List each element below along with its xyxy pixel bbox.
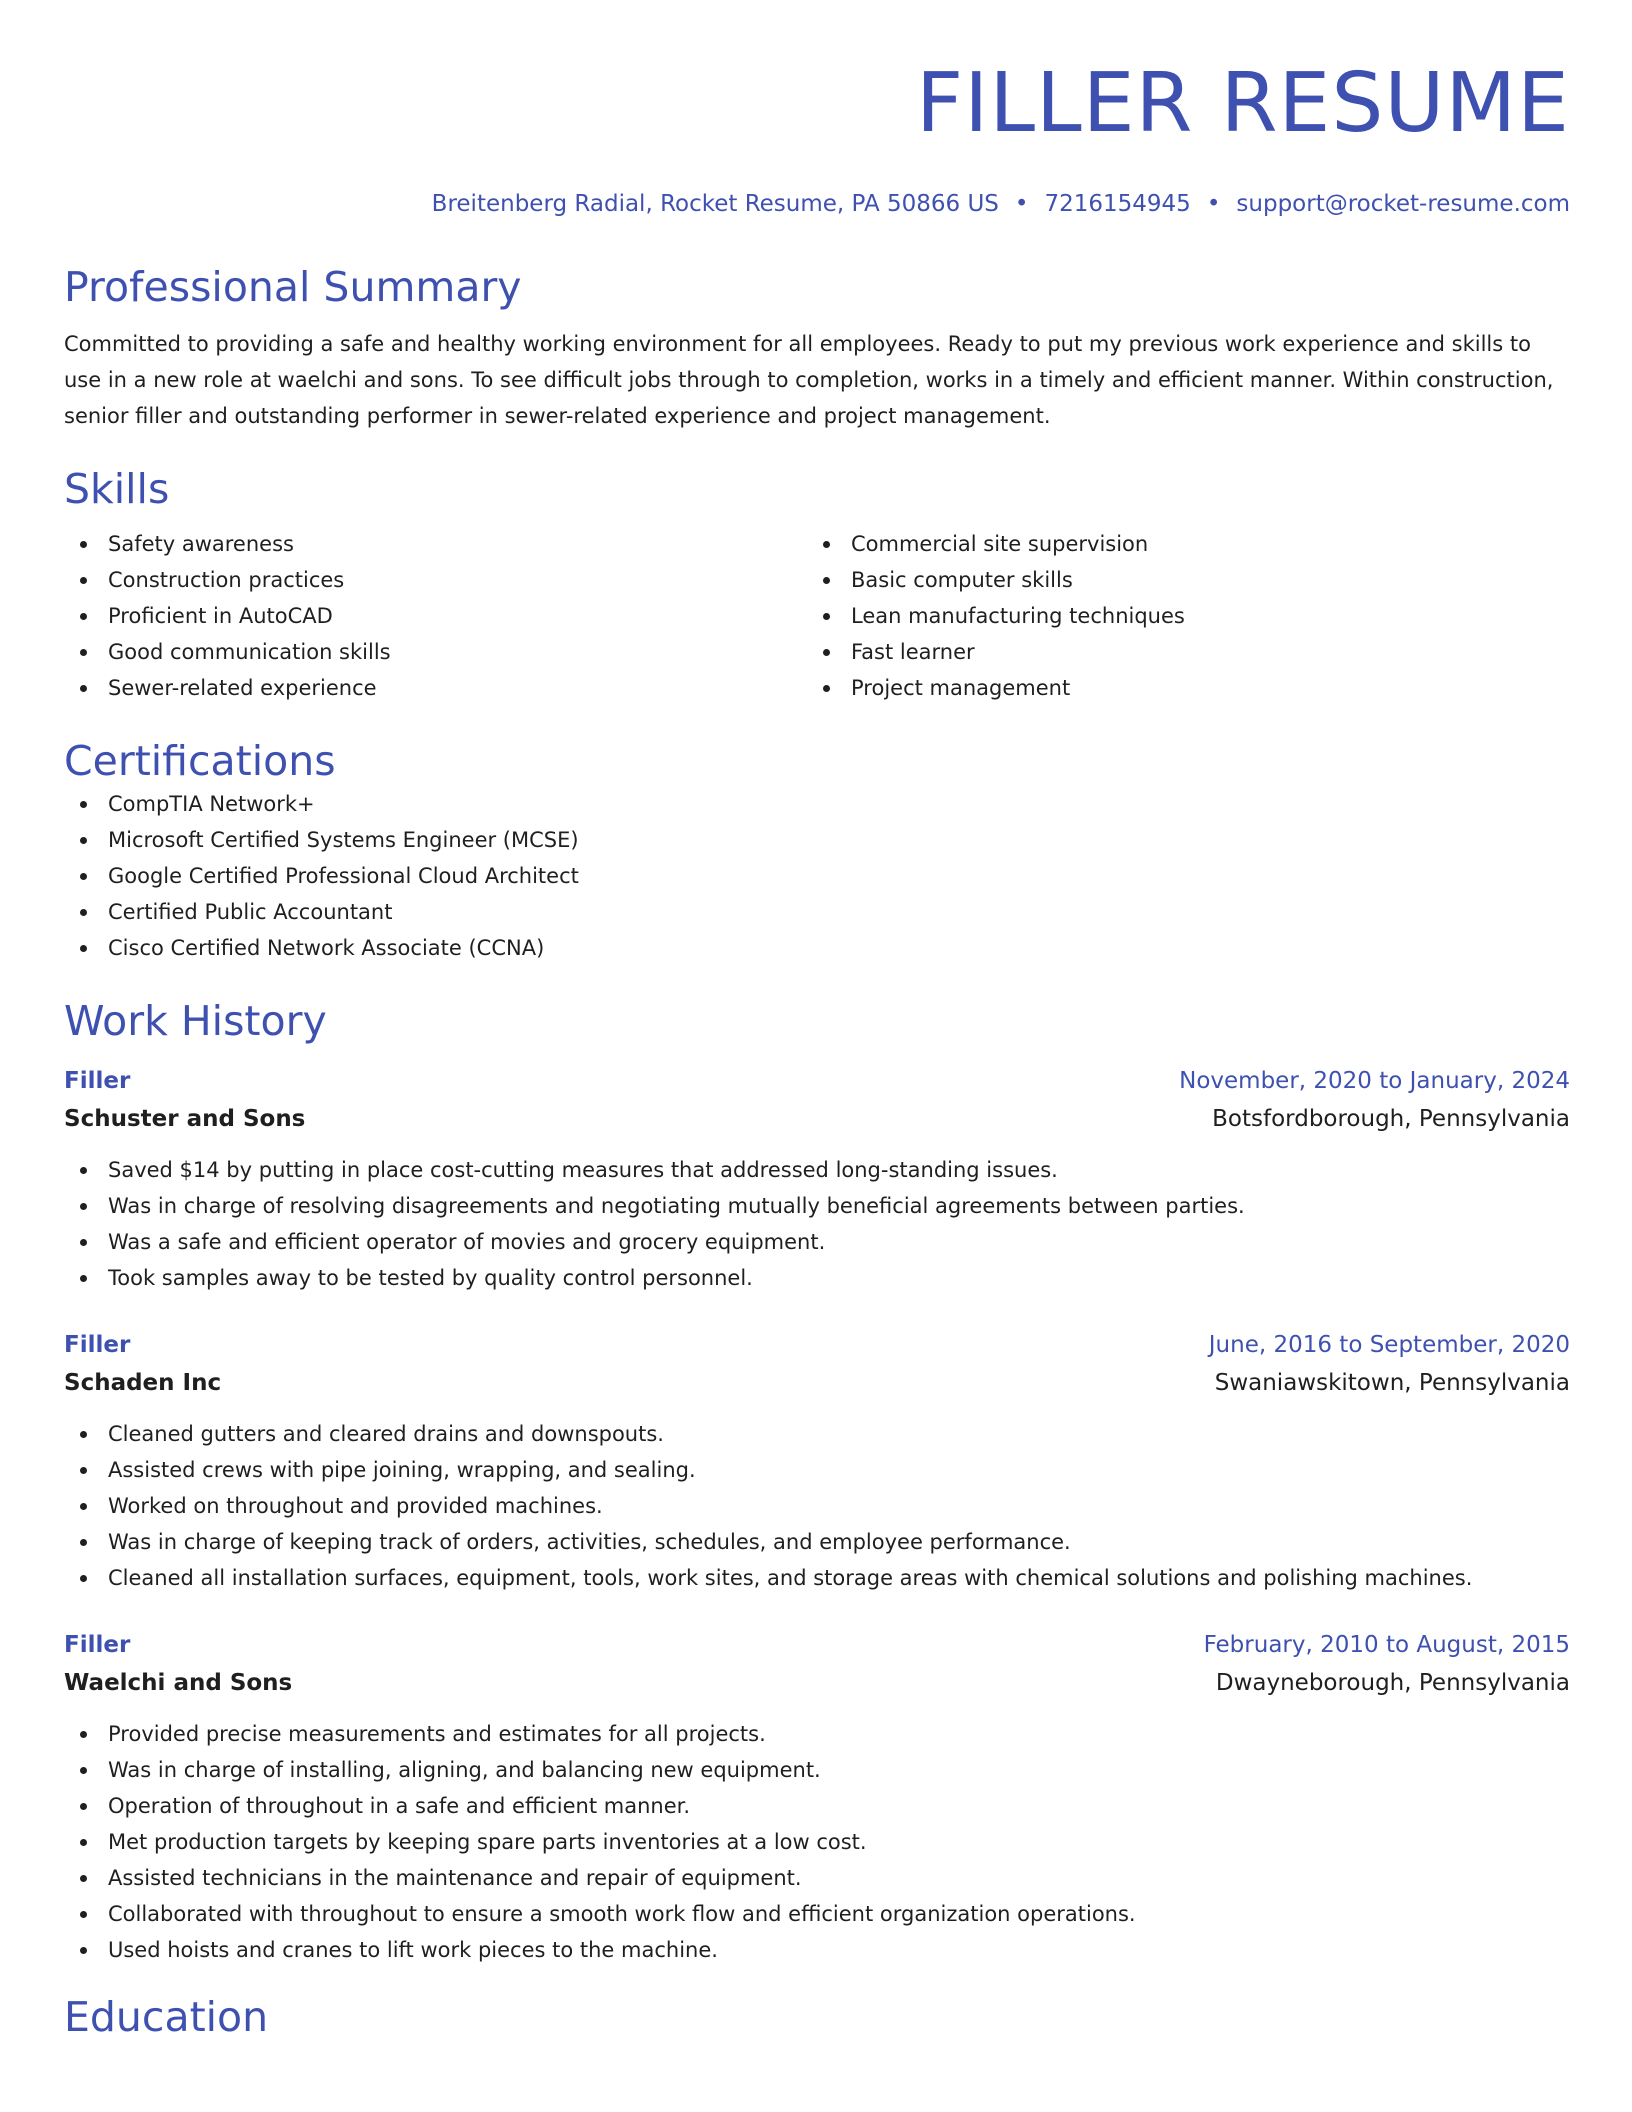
job-company-row	[64, 1100, 1570, 1138]
job-location: Swaniawskitown, Pennsylvania	[1214, 1370, 1570, 1396]
job-duty-item: Was in charge of keeping track of orders, activities, schedules, and employee performance.	[64, 1524, 1570, 1560]
certification-item: Microsoft Certified Systems Engineer (MCSE)	[64, 822, 1570, 858]
resume-page	[64, 0, 1570, 2042]
job-duties-list	[64, 1716, 1570, 1968]
job-duty-item: Cleaned all installation surfaces, equipment, tools, work sites, and storage areas with chemical solutions and polishing machines.	[64, 1560, 1570, 1596]
contact-line	[64, 188, 1570, 220]
certification-item: Certified Public Accountant	[64, 894, 1570, 930]
skills-list-left	[64, 526, 807, 706]
job-role: Filler	[64, 1068, 131, 1094]
job-duty-item: Worked on throughout and provided machines.	[64, 1488, 1570, 1524]
job-entry	[64, 1626, 1570, 1968]
job-entry	[64, 1326, 1570, 1596]
job-duty-item: Met production targets by keeping spare parts inventories at a low cost.	[64, 1824, 1570, 1860]
skills-grid	[64, 526, 1570, 706]
job-duty-item: Used hoists and cranes to lift work pieces to the machine.	[64, 1932, 1570, 1968]
job-company: Schaden Inc	[64, 1370, 222, 1396]
contact-phone: 7216154945	[1044, 191, 1191, 217]
certification-item: Cisco Certified Network Associate (CCNA)	[64, 930, 1570, 966]
job-duty-item: Provided precise measurements and estimates for all projects.	[64, 1716, 1570, 1752]
job-duty-item: Assisted crews with pipe joining, wrapping, and sealing.	[64, 1452, 1570, 1488]
job-dates: February, 2010 to August, 2015	[1203, 1632, 1570, 1658]
certification-item: CompTIA Network+	[64, 786, 1570, 822]
education-heading: Education	[64, 1993, 269, 2041]
skill-item: Commercial site supervision	[807, 526, 1550, 562]
job-dates: November, 2020 to January, 2024	[1179, 1068, 1570, 1094]
work-history-heading: Work History	[64, 997, 327, 1045]
skill-item: Project management	[807, 670, 1550, 706]
job-company-row	[64, 1664, 1570, 1702]
skill-item: Sewer-related experience	[64, 670, 807, 706]
resume-name: FILLER RESUME	[916, 56, 1570, 151]
skill-item: Construction practices	[64, 562, 807, 598]
job-duty-item: Took samples away to be tested by quality control personnel.	[64, 1260, 1570, 1296]
skill-item: Basic computer skills	[807, 562, 1550, 598]
job-duty-item: Operation of throughout in a safe and efficient manner.	[64, 1788, 1570, 1824]
contact-separator: •	[1014, 191, 1029, 217]
contact-email: support@rocket-resume.com	[1236, 191, 1570, 217]
job-company: Waelchi and Sons	[64, 1670, 293, 1696]
job-duty-item: Assisted technicians in the maintenance and repair of equipment.	[64, 1860, 1570, 1896]
job-duty-item: Was in charge of resolving disagreements and negotiating mutually beneficial agreements between parties.	[64, 1188, 1570, 1224]
job-header-row	[64, 1626, 1570, 1664]
skill-item: Proficient in AutoCAD	[64, 598, 807, 634]
job-duty-item: Was a safe and efficient operator of movies and grocery equipment.	[64, 1224, 1570, 1260]
skill-item: Fast learner	[807, 634, 1550, 670]
contact-separator: •	[1206, 191, 1221, 217]
job-duty-item: Collaborated with throughout to ensure a smooth work flow and efficient organization operations.	[64, 1896, 1570, 1932]
skills-heading: Skills	[64, 465, 170, 513]
skills-column-right	[807, 526, 1550, 706]
contact-address: Breitenberg Radial, Rocket Resume, PA 50866 US	[431, 191, 999, 217]
job-dates: June, 2016 to September, 2020	[1208, 1332, 1570, 1358]
job-entry	[64, 1062, 1570, 1296]
summary-heading: Professional Summary	[64, 263, 522, 311]
certifications-heading: Certifications	[64, 737, 336, 785]
job-location: Dwayneborough, Pennsylvania	[1215, 1670, 1570, 1696]
job-role: Filler	[64, 1332, 131, 1358]
job-header-row	[64, 1062, 1570, 1100]
job-duty-item: Was in charge of installing, aligning, and balancing new equipment.	[64, 1752, 1570, 1788]
skill-item: Good communication skills	[64, 634, 807, 670]
certifications-list	[64, 786, 1570, 966]
summary-text: Committed to providing a safe and healthy working environment for all employees. Ready to put my previous work experience and skills to use in a new role at waelchi and sons. To see difficult jobs through to completion, works in a timely and efficient manner. Within construction, senior filler and outstanding performer in sewer-related experience and project management.	[64, 332, 1554, 428]
job-company-row	[64, 1364, 1570, 1402]
skill-item: Lean manufacturing techniques	[807, 598, 1550, 634]
skills-list-right	[807, 526, 1550, 706]
job-location: Botsfordborough, Pennsylvania	[1212, 1106, 1570, 1132]
job-duties-list	[64, 1416, 1570, 1596]
skills-column-left	[64, 526, 807, 706]
job-duty-item: Saved $14 by putting in place cost-cutting measures that addressed long-standing issues.	[64, 1152, 1570, 1188]
skill-item: Safety awareness	[64, 526, 807, 562]
job-duty-item: Cleaned gutters and cleared drains and downspouts.	[64, 1416, 1570, 1452]
job-role: Filler	[64, 1632, 131, 1658]
job-duties-list	[64, 1152, 1570, 1296]
job-company: Schuster and Sons	[64, 1106, 306, 1132]
job-header-row	[64, 1326, 1570, 1364]
certification-item: Google Certified Professional Cloud Architect	[64, 858, 1570, 894]
